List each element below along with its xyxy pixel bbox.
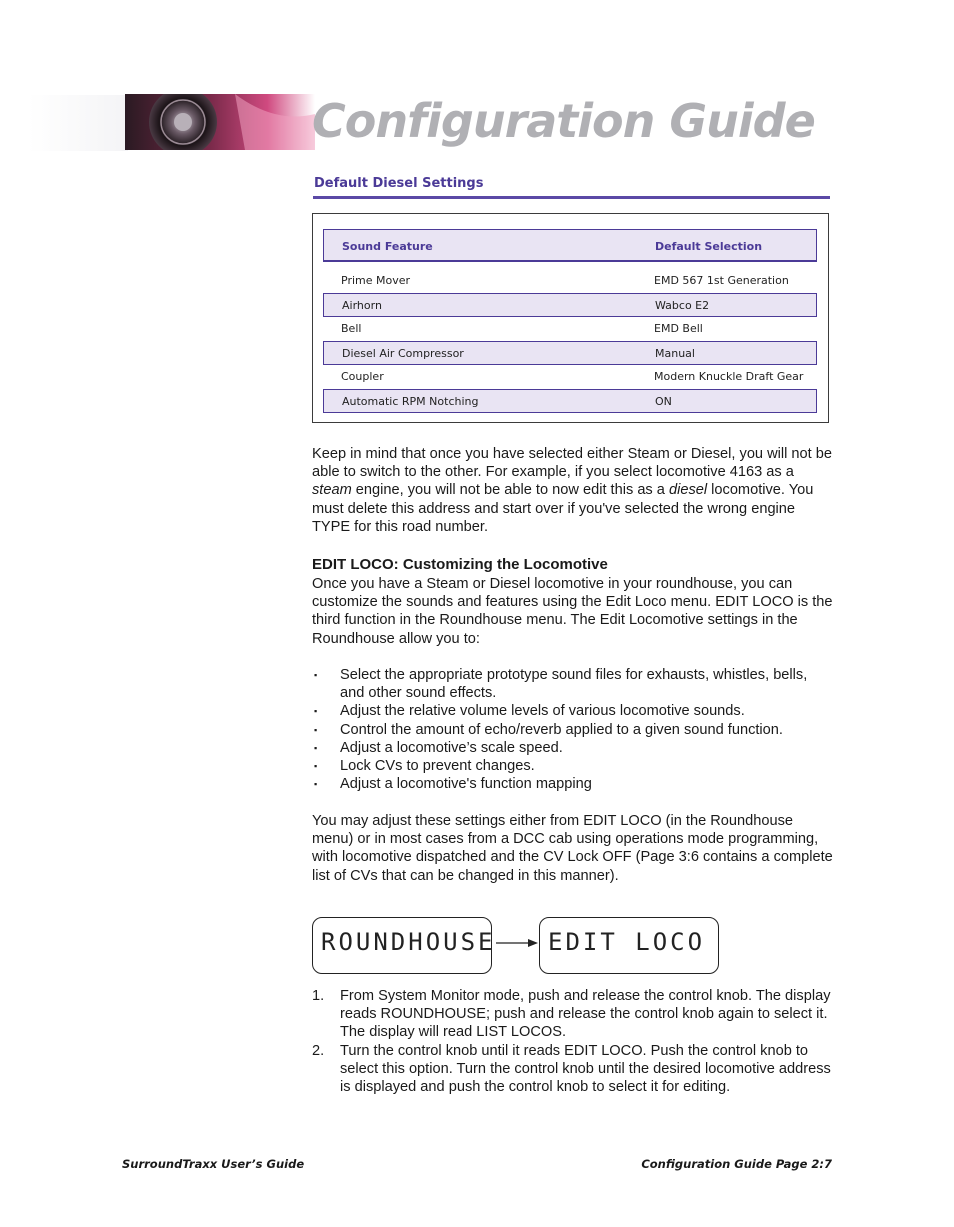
default-cell: Manual bbox=[655, 347, 695, 360]
step-text: Turn the control knob until it reads EDIT LOCO. Push the control knob to select this option. Turn the control knob until the desired locomotive address is displayed and push the control knob to select it for editing. bbox=[340, 1042, 831, 1096]
feature-list bbox=[312, 666, 834, 793]
footer-left: SurroundTraxx User’s Guide bbox=[122, 1157, 305, 1171]
feature-cell: Airhorn bbox=[342, 299, 382, 312]
paragraph-text: Keep in mind that once you have selected either Steam or Diesel, you will not be able to switch to the other. For example, if you select locomotive 4163 as a bbox=[312, 446, 832, 481]
edit-loco-heading: EDIT LOCO: Customizing the Locomotive bbox=[312, 556, 608, 573]
default-cell: Wabco E2 bbox=[655, 299, 710, 312]
arrow-right-icon bbox=[494, 935, 540, 951]
list-item-text: Adjust a locomotive's function mapping bbox=[340, 776, 592, 793]
list-item-text: Control the amount of echo/reverb applied to a given sound function. bbox=[340, 721, 783, 738]
bullet-marker: ▪ bbox=[314, 706, 318, 717]
default-cell: ON bbox=[655, 395, 672, 408]
bullet-marker: ▪ bbox=[314, 670, 318, 680]
footer-right: Configuration Guide Page 2:7 bbox=[641, 1157, 832, 1171]
bullet-marker: ▪ bbox=[314, 724, 318, 735]
list-item bbox=[312, 757, 834, 775]
emphasis-steam: steam bbox=[312, 482, 352, 499]
table-row bbox=[323, 389, 817, 413]
feature-cell: Prime Mover bbox=[341, 274, 411, 287]
default-cell: EMD Bell bbox=[654, 322, 703, 335]
feature-cell: Coupler bbox=[341, 370, 384, 383]
page-title: Configuration Guide bbox=[312, 94, 815, 148]
step-text: From System Monitor mode, push and release the control knob. The display reads ROUNDHOUSE; push and release the control knob again to select it. The display will read LIST LOCOS. bbox=[340, 988, 831, 1041]
default-cell: Modern Knuckle Draft Gear bbox=[654, 370, 804, 383]
header-fade-bar bbox=[28, 95, 128, 151]
lcd-display-edit-loco bbox=[539, 917, 719, 974]
lcd-text: ROUNDHOUSE bbox=[321, 928, 496, 956]
list-item-text: Adjust a locomotive’s scale speed. bbox=[340, 739, 563, 756]
table-header-row bbox=[323, 229, 817, 262]
paragraph-text: locomotive. You must delete this address and start over if you've selected the wrong engine TYPE for this road number. bbox=[312, 482, 814, 535]
bullet-marker: ▪ bbox=[314, 761, 318, 772]
step-number: 2. bbox=[312, 1042, 325, 1059]
section-title: Default Diesel Settings bbox=[314, 176, 484, 191]
table-row bbox=[323, 317, 817, 341]
list-item bbox=[312, 702, 834, 720]
feature-cell: Bell bbox=[341, 322, 362, 335]
list-item-text: Lock CVs to prevent changes. bbox=[340, 758, 535, 775]
table-row bbox=[323, 293, 817, 317]
settings-paragraph: You may adjust these settings either from EDIT LOCO (in the Roundhouse menu) or in most cases from a DCC cab using operations mode programming, with locomotive dispatched and the CV Lock OFF (Page 3:6 contains a complete list of CVs that can be changed in this manner). bbox=[312, 813, 833, 884]
table-row bbox=[323, 365, 817, 389]
lcd-text: EDIT LOCO bbox=[548, 928, 706, 956]
lcd-display-roundhouse bbox=[312, 917, 496, 974]
paragraph-text: engine, you will not be able to now edit this as a bbox=[351, 482, 669, 499]
table-row bbox=[323, 341, 817, 365]
bullet-marker: ▪ bbox=[314, 779, 318, 790]
bullet-marker: ▪ bbox=[314, 742, 318, 753]
step-item bbox=[312, 1042, 834, 1097]
list-item bbox=[312, 775, 834, 793]
column-header-default: Default Selection bbox=[655, 240, 763, 253]
feature-cell: Automatic RPM Notching bbox=[342, 395, 479, 408]
section-rule bbox=[313, 196, 830, 199]
list-item bbox=[312, 739, 834, 757]
step-item bbox=[312, 987, 834, 1042]
list-item-text: Select the appropriate prototype sound files for exhausts, whistles, bells, and other sound effects. bbox=[340, 667, 808, 702]
emphasis-diesel: diesel bbox=[668, 482, 708, 499]
feature-cell: Diesel Air Compressor bbox=[342, 347, 464, 360]
edit-loco-intro: Once you have a Steam or Diesel locomotive in your roundhouse, you can customize the sounds and features using the Edit Loco menu. EDIT LOCO is the third function in the Roundhouse menu. The Edit Locomotive settings in the Roundhouse allow you to: bbox=[312, 576, 833, 647]
default-cell: EMD 567 1st Generation bbox=[654, 274, 789, 287]
list-item-text: Adjust the relative volume levels of various locomotive sounds. bbox=[340, 703, 745, 720]
speaker-image bbox=[125, 94, 315, 150]
table-row bbox=[323, 269, 817, 293]
list-item bbox=[312, 666, 834, 702]
steps-list bbox=[312, 987, 834, 1096]
intro-paragraph bbox=[312, 445, 834, 536]
step-number: 1. bbox=[312, 988, 325, 1004]
settings-table bbox=[312, 213, 829, 423]
list-item bbox=[312, 721, 834, 739]
column-header-feature: Sound Feature bbox=[342, 240, 433, 253]
